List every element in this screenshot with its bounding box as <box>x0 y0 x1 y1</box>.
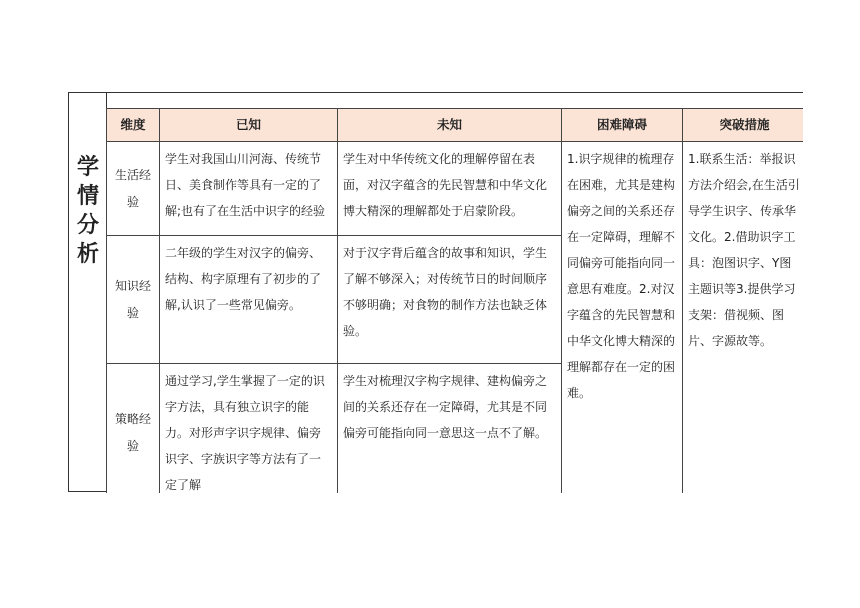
table-row <box>107 142 804 236</box>
side-title-char: 情 <box>76 184 99 209</box>
header-measures: 突破措施 <box>683 109 804 142</box>
row-known: 通过学习,学生掌握了一定的识字方法，具有独立识字的能力。对形声字识字规律、偏旁识字、字族识字等方法有了一定了解 <box>160 364 338 494</box>
row-known: 学生对我国山川河海、传统节日、美食制作等具有一定的了解;也有了在生活中识字的经验 <box>160 142 338 236</box>
side-title-char: 学 <box>76 155 99 180</box>
table-top-spacer <box>106 92 803 108</box>
header-dimension: 维度 <box>107 109 160 142</box>
difficulty-cell: 1.识字规律的梳理存在困难，尤其是建构偏旁之间的关系还存在一定障碍，理解不同偏旁可能指向同一意思有难度。2.对汉字蕴含的先民智慧和中华文化博大精深的理解都存在一定的困难。 <box>562 142 683 494</box>
side-title-char: 分 <box>76 213 99 238</box>
side-title-char: 析 <box>76 242 99 267</box>
row-dimension: 知识经验 <box>107 236 160 364</box>
row-known: 二年级的学生对汉字的偏旁、结构、构字原理有了初步的了解,认识了一些常见偏旁。 <box>160 236 338 364</box>
header-unknown: 未知 <box>338 109 562 142</box>
row-unknown: 对于汉字背后蕴含的故事和知识，学生了解不够深入；对传统节日的时间顺序不够明确；对食物的制作方法也缺乏体验。 <box>338 236 562 364</box>
analysis-table-frame <box>68 92 803 493</box>
row-dimension: 策略经验 <box>107 364 160 494</box>
header-row <box>107 109 804 142</box>
measures-cell: 1.联系生活：举报识方法介绍会,在生活引导学生识字、传承华文化。2.借助识字工具：泡图识字、Y图主题识等3.提供学习支架：借视频、图片、字源故等。 <box>683 142 804 494</box>
side-title <box>69 153 107 269</box>
analysis-table <box>106 108 803 493</box>
row-dimension: 生活经验 <box>107 142 160 236</box>
header-known: 已知 <box>160 109 338 142</box>
header-difficulty: 困难障碍 <box>562 109 683 142</box>
row-unknown: 学生对梳理汉字构字规律、建构偏旁之间的关系还存在一定障碍，尤其是不同偏旁可能指向同一意思这一点不了解。 <box>338 364 562 494</box>
side-title-cell <box>68 92 106 492</box>
row-unknown: 学生对中华传统文化的理解停留在表面，对汉字蕴含的先民智慧和中华文化博大精深的理解都处于启蒙阶段。 <box>338 142 562 236</box>
